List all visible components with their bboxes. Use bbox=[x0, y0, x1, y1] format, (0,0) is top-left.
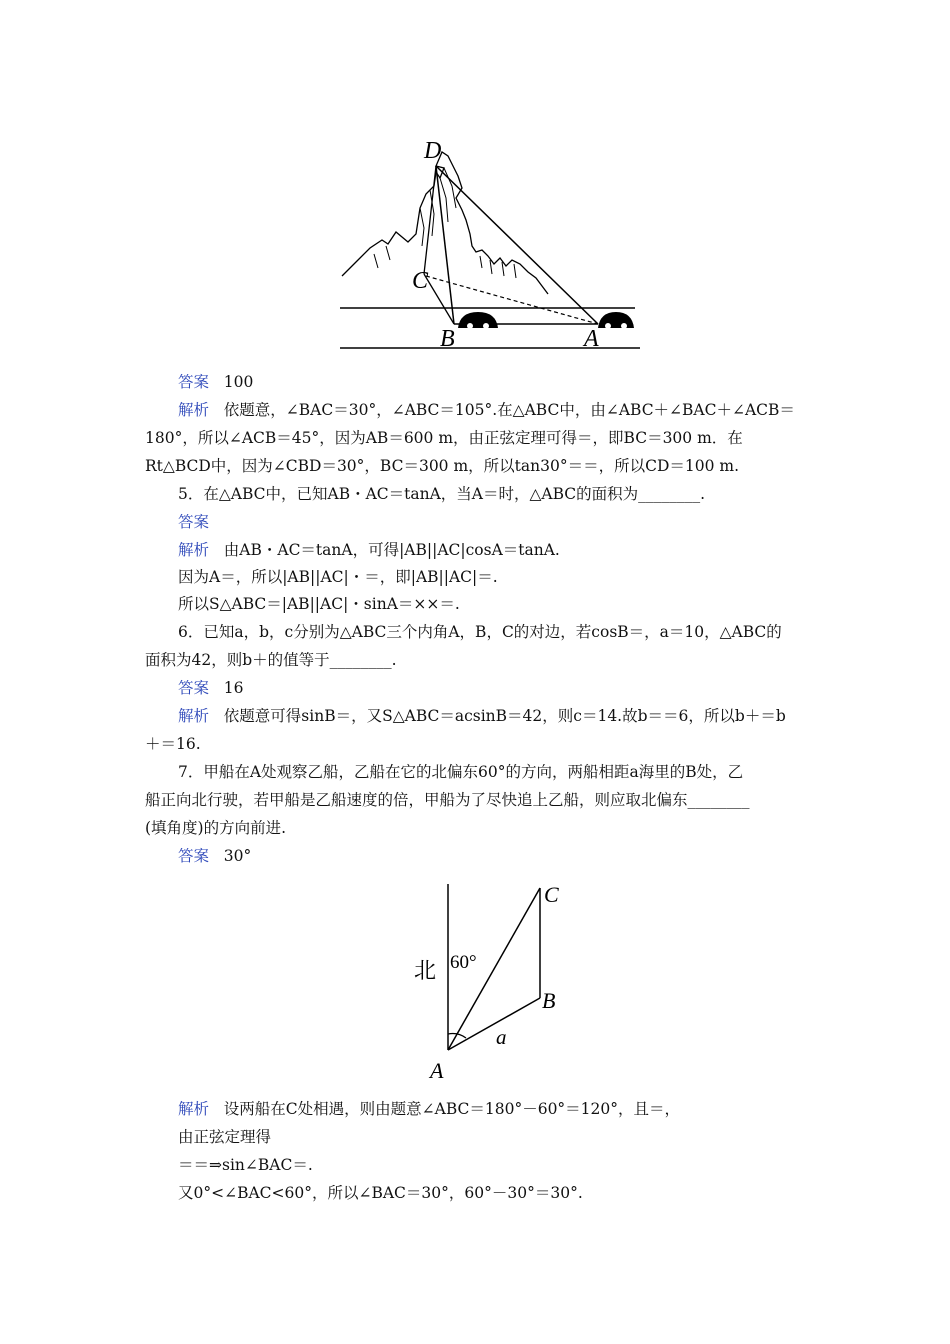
analysis-text: 依题意，∠BAC＝30°，∠ABC＝105°.在△ABC中，由∠ABC＋∠BAC＋∠ACB＝ bbox=[223, 401, 795, 419]
car-icon-B bbox=[458, 312, 498, 329]
analysis-7-line-4: 又0°<∠BAC<60°，所以∠BAC＝30°，60°－30°＝30°. bbox=[178, 1184, 583, 1202]
line-D-B bbox=[436, 166, 454, 324]
line-D-C bbox=[424, 166, 436, 274]
ships-figure bbox=[400, 872, 590, 1087]
label-C: C bbox=[544, 882, 559, 907]
label-A: A bbox=[430, 1058, 444, 1083]
mountain-outline bbox=[342, 152, 548, 294]
answer-row-1 bbox=[178, 372, 253, 392]
angle-arc bbox=[448, 1034, 466, 1039]
analysis-row-6 bbox=[178, 706, 786, 726]
answer-row-7 bbox=[178, 846, 251, 866]
answer-value: 100 bbox=[223, 373, 254, 391]
line-D-A bbox=[436, 166, 598, 324]
answer-row-6 bbox=[178, 678, 244, 698]
analysis-label: 解析 bbox=[178, 541, 210, 559]
question-6-line-1: 6．已知a，b，c分别为△ABC三个内角A，B，C的对边，若cosB＝，a＝10，△ABC的 bbox=[178, 623, 782, 641]
analysis-7-line-3: ＝＝⇒sin∠BAC＝. bbox=[178, 1156, 313, 1174]
label-D: D bbox=[424, 138, 442, 164]
label-B: B bbox=[542, 988, 556, 1013]
analysis-5-line-3: 所以S△ABC＝|AB||AC|・sinA＝××＝. bbox=[178, 595, 460, 613]
answer-row-5 bbox=[178, 512, 209, 532]
analysis-row-7 bbox=[178, 1099, 680, 1119]
analysis-label: 解析 bbox=[178, 707, 210, 725]
analysis-text: 由AB・AC＝tanA，可得|AB||AC|cosA＝tanA. bbox=[223, 541, 560, 559]
analysis-text-line-3: Rt△BCD中，因为∠CBD＝30°，BC＝300 m，所以tan30°＝＝，所以CD＝100 m. bbox=[145, 457, 740, 475]
analysis-7-line-2: 由正弦定理得 bbox=[178, 1128, 272, 1146]
analysis-row-1 bbox=[178, 400, 795, 420]
answer-value: 16 bbox=[223, 679, 244, 697]
question-7-line-3: (填角度)的方向前进. bbox=[145, 819, 287, 837]
label-north: 北 bbox=[414, 958, 437, 983]
line-A-B bbox=[448, 998, 540, 1050]
analysis-label: 解析 bbox=[178, 401, 210, 419]
question-5: 5．在△ABC中，已知AB・AC＝tanA，当A＝时，△ABC的面积为________. bbox=[178, 485, 706, 503]
label-angle: 60° bbox=[450, 952, 477, 973]
answer-label: 答案 bbox=[178, 513, 210, 531]
car-icon-A bbox=[598, 312, 634, 329]
label-C: C bbox=[412, 268, 429, 294]
analysis-label: 解析 bbox=[178, 1100, 210, 1118]
label-A: A bbox=[584, 326, 599, 352]
answer-value: 30° bbox=[223, 847, 252, 865]
analysis-text-line-2: 180°，所以∠ACB＝45°，因为AB＝600 m，由正弦定理可得＝，即BC＝300 m．在 bbox=[145, 429, 743, 447]
question-7-line-2: 船正向北行驶，若甲船是乙船速度的倍，甲船为了尽快追上乙船，则应取北偏东________ bbox=[145, 791, 750, 809]
analysis-5-line-2: 因为A＝，所以|AB||AC|・＝，即|AB||AC|＝. bbox=[178, 568, 498, 586]
label-a: a bbox=[496, 1025, 507, 1049]
question-6-line-2: 面积为42，则b＋的值等于________. bbox=[145, 651, 397, 669]
question-7-line-1: 7．甲船在A处观察乙船，乙船在它的北偏东60°的方向，两船相距a海里的B处，乙 bbox=[178, 763, 744, 781]
analysis-text: 依题意可得sinB＝，又S△ABC＝acsinB＝42，则c＝14.故b＝＝6，所以b＋＝b bbox=[223, 707, 786, 725]
mountain-figure bbox=[330, 128, 650, 370]
analysis-text: 设两船在C处相遇，则由题意∠ABC＝180°－60°＝120°，且＝， bbox=[223, 1100, 681, 1118]
answer-label: 答案 bbox=[178, 847, 210, 865]
analysis-row-5 bbox=[178, 540, 560, 560]
analysis-6-line-2: ＋＝16. bbox=[145, 735, 201, 753]
label-B: B bbox=[440, 326, 455, 352]
answer-label: 答案 bbox=[178, 679, 210, 697]
answer-label: 答案 bbox=[178, 373, 210, 391]
